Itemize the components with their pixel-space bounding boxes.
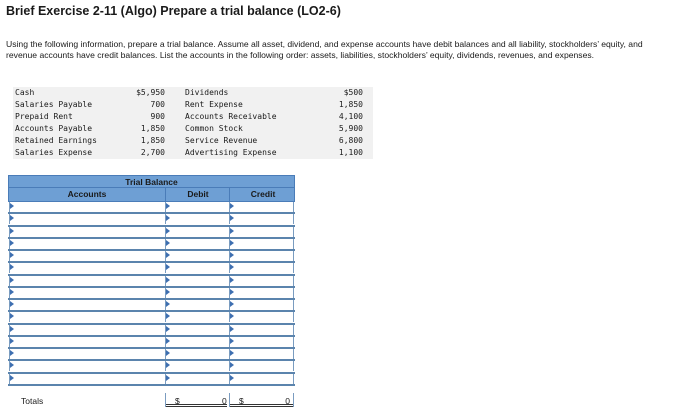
dropdown-marker-icon — [10, 264, 14, 270]
info-row — [13, 147, 373, 159]
column-header-debit: Debit — [165, 188, 230, 201]
info-account-name: Accounts Payable — [15, 124, 93, 133]
trial-balance-table — [8, 175, 295, 202]
totals-row — [8, 393, 295, 407]
dropdown-marker-icon — [10, 252, 14, 258]
account-select[interactable] — [9, 288, 164, 298]
dropdown-marker-icon — [166, 264, 170, 270]
info-account-name: Common Stock — [185, 124, 243, 133]
info-account-name: Rent Expense — [185, 100, 243, 109]
dropdown-marker-icon — [230, 289, 234, 295]
totals-label: Totals — [21, 396, 44, 406]
total-credit-cell — [222, 393, 294, 407]
info-row — [13, 99, 373, 111]
credit-input[interactable] — [229, 312, 294, 322]
info-account-name: Cash — [15, 88, 35, 97]
debit-input[interactable] — [165, 202, 227, 212]
dropdown-marker-icon — [10, 362, 14, 368]
dropdown-marker-icon — [10, 289, 14, 295]
dropdown-marker-icon — [10, 203, 14, 209]
dropdown-marker-icon — [10, 350, 14, 356]
page-title: Brief Exercise 2-11 (Algo) Prepare a trial balance (LO2-6) — [6, 4, 341, 18]
total-debit-value: 0 — [222, 396, 227, 406]
info-account-value: 4,100 — [338, 112, 363, 121]
credit-input[interactable] — [229, 300, 294, 310]
info-account-name: Retained Earnings — [15, 136, 97, 145]
debit-input[interactable] — [165, 325, 227, 335]
dropdown-marker-icon — [166, 215, 170, 221]
dropdown-marker-icon — [166, 338, 170, 344]
info-account-name: Salaries Payable — [15, 100, 93, 109]
dropdown-marker-icon — [10, 240, 14, 246]
dropdown-marker-icon — [230, 252, 234, 258]
column-header-credit: Credit — [229, 188, 296, 201]
account-select[interactable] — [9, 202, 164, 212]
debit-input[interactable] — [165, 251, 227, 261]
dropdown-marker-icon — [166, 313, 170, 319]
info-account-name: Dividends — [185, 88, 229, 97]
info-account-name: Service Revenue — [185, 136, 258, 145]
double-underline — [166, 404, 227, 407]
instructions-text: Using the following information, prepare a trial balance. Assume all asset, dividend, and expense accounts have debit balances and all liability, stockholders’ equity, and revenue accounts have credit balances. List the accounts in the following order: assets, liabilities, stockholders’ equity, dividends, revenues, and expenses. — [6, 39, 643, 61]
trial-balance-title: Trial Balance — [8, 175, 295, 188]
info-account-value: 2,700 — [140, 148, 165, 157]
dropdown-marker-icon — [166, 252, 170, 258]
info-row — [13, 87, 373, 99]
dropdown-marker-icon — [230, 326, 234, 332]
debit-input[interactable] — [165, 349, 227, 359]
dropdown-marker-icon — [230, 277, 234, 283]
total-debit-cell — [165, 393, 227, 407]
dropdown-marker-icon — [10, 375, 14, 381]
account-select[interactable] — [9, 361, 164, 371]
account-select[interactable] — [9, 263, 164, 273]
table-row — [8, 263, 295, 275]
dropdown-marker-icon — [166, 375, 170, 381]
dropdown-marker-icon — [166, 301, 170, 307]
dropdown-marker-icon — [166, 277, 170, 283]
table-row — [8, 349, 295, 361]
info-account-value: 6,800 — [338, 136, 363, 145]
account-select[interactable] — [9, 214, 164, 224]
info-account-value: 1,100 — [338, 148, 363, 157]
dropdown-marker-icon — [230, 375, 234, 381]
debit-input[interactable] — [165, 300, 227, 310]
table-row — [8, 337, 295, 349]
dropdown-marker-icon — [230, 240, 234, 246]
dropdown-marker-icon — [166, 326, 170, 332]
debit-input[interactable] — [165, 276, 227, 286]
table-row — [8, 361, 295, 373]
currency-symbol: $ — [175, 396, 180, 406]
info-account-value: 1,850 — [140, 136, 165, 145]
table-row — [8, 239, 295, 251]
trial-balance-header — [8, 188, 295, 202]
credit-input[interactable] — [229, 239, 294, 249]
account-select[interactable] — [9, 325, 164, 335]
credit-input[interactable] — [229, 263, 294, 273]
account-select[interactable] — [9, 312, 164, 322]
info-row — [13, 135, 373, 147]
dropdown-marker-icon — [166, 350, 170, 356]
dropdown-marker-icon — [230, 228, 234, 234]
info-account-name: Salaries Expense — [15, 148, 93, 157]
info-account-name: Accounts Receivable — [185, 112, 277, 121]
dropdown-marker-icon — [10, 338, 14, 344]
dropdown-marker-icon — [10, 228, 14, 234]
dropdown-marker-icon — [10, 313, 14, 319]
info-account-value: 1,850 — [338, 100, 363, 109]
debit-input[interactable] — [165, 312, 227, 322]
credit-input[interactable] — [229, 374, 294, 384]
account-select[interactable] — [9, 349, 164, 359]
credit-input[interactable] — [229, 251, 294, 261]
account-select[interactable] — [9, 337, 164, 347]
table-row — [8, 251, 295, 263]
credit-input[interactable] — [229, 214, 294, 224]
dropdown-marker-icon — [10, 277, 14, 283]
currency-symbol: $ — [239, 396, 244, 406]
dropdown-marker-icon — [166, 362, 170, 368]
account-select[interactable] — [9, 227, 164, 237]
credit-input[interactable] — [229, 349, 294, 359]
table-row — [8, 202, 295, 214]
debit-input[interactable] — [165, 337, 227, 347]
credit-input[interactable] — [229, 202, 294, 212]
dropdown-marker-icon — [230, 362, 234, 368]
dropdown-marker-icon — [230, 264, 234, 270]
table-row — [8, 325, 295, 337]
credit-input[interactable] — [229, 276, 294, 286]
account-select[interactable] — [9, 251, 164, 261]
credit-input[interactable] — [229, 288, 294, 298]
dropdown-marker-icon — [166, 228, 170, 234]
info-account-value: $500 — [343, 88, 363, 97]
table-row — [8, 227, 295, 239]
debit-input[interactable] — [165, 374, 227, 384]
debit-input[interactable] — [165, 288, 227, 298]
credit-input[interactable] — [229, 227, 294, 237]
info-account-value: 5,900 — [338, 124, 363, 133]
table-row — [8, 312, 295, 324]
account-select[interactable] — [9, 276, 164, 286]
dropdown-marker-icon — [230, 313, 234, 319]
total-credit-value: 0 — [285, 396, 290, 406]
debit-input[interactable] — [165, 214, 227, 224]
account-select[interactable] — [9, 239, 164, 249]
dropdown-marker-icon — [230, 203, 234, 209]
dropdown-marker-icon — [166, 240, 170, 246]
account-select[interactable] — [9, 300, 164, 310]
info-row — [13, 123, 373, 135]
info-account-value: $5,950 — [136, 88, 165, 97]
dropdown-marker-icon — [166, 203, 170, 209]
debit-input[interactable] — [165, 361, 227, 371]
table-row — [8, 276, 295, 288]
debit-input[interactable] — [165, 239, 227, 249]
debit-input[interactable] — [165, 227, 227, 237]
account-select[interactable] — [9, 374, 164, 384]
table-row — [8, 374, 295, 386]
info-account-name: Advertising Expense — [185, 148, 277, 157]
info-account-value: 1,850 — [140, 124, 165, 133]
dropdown-marker-icon — [230, 338, 234, 344]
table-row — [8, 288, 295, 300]
account-info-table — [13, 87, 373, 159]
dropdown-marker-icon — [230, 301, 234, 307]
info-account-value: 700 — [150, 100, 165, 109]
column-header-accounts: Accounts — [67, 189, 107, 199]
credit-input[interactable] — [229, 337, 294, 347]
dropdown-marker-icon — [230, 215, 234, 221]
dropdown-marker-icon — [10, 301, 14, 307]
info-account-value: 900 — [150, 112, 165, 121]
table-row — [8, 214, 295, 226]
debit-input[interactable] — [165, 263, 227, 273]
dropdown-marker-icon — [166, 289, 170, 295]
dropdown-marker-icon — [10, 326, 14, 332]
trial-balance-rows — [8, 202, 295, 386]
credit-input[interactable] — [229, 361, 294, 371]
dropdown-marker-icon — [10, 215, 14, 221]
double-underline — [230, 404, 293, 407]
table-row — [8, 300, 295, 312]
info-row — [13, 111, 373, 123]
info-account-name: Prepaid Rent — [15, 112, 73, 121]
credit-input[interactable] — [229, 325, 294, 335]
dropdown-marker-icon — [230, 350, 234, 356]
